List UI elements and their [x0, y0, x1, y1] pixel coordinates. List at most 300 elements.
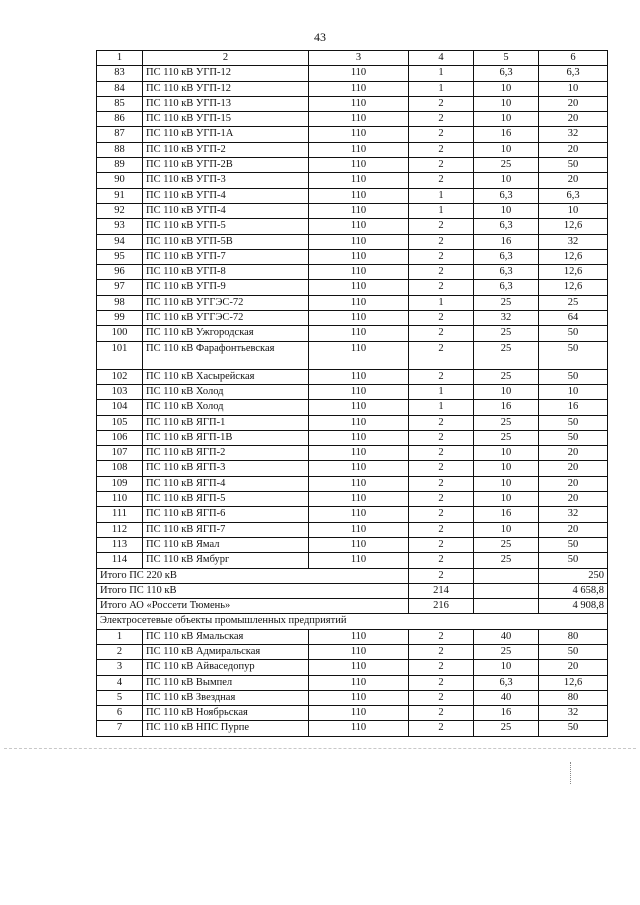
cell-name: ПС 110 кВ Ямальская	[143, 629, 309, 644]
cell-index: 93	[97, 219, 143, 234]
table-row	[97, 66, 608, 81]
table-row	[97, 629, 608, 644]
cell-total-capacity: 50	[539, 537, 608, 552]
cell-unit-capacity: 25	[474, 537, 539, 552]
cell-count: 1	[409, 66, 474, 81]
cell-voltage: 110	[309, 369, 409, 384]
cell-unit-capacity: 16	[474, 706, 539, 721]
section-title-row	[97, 614, 608, 629]
cell-index: 101	[97, 341, 143, 369]
cell-count: 2	[409, 522, 474, 537]
cell-name: ПС 110 кВ УГП-4	[143, 203, 309, 218]
cell-total-capacity: 20	[539, 173, 608, 188]
cell-name: ПС 110 кВ ЯГП-3	[143, 461, 309, 476]
cell-voltage: 110	[309, 476, 409, 491]
cell-voltage: 110	[309, 158, 409, 173]
cell-index: 92	[97, 203, 143, 218]
table-row	[97, 295, 608, 310]
cell-total-capacity: 50	[539, 369, 608, 384]
cell-count: 2	[409, 721, 474, 736]
cell-name: ПС 110 кВ ЯГП-7	[143, 522, 309, 537]
cell-total-capacity: 12,6	[539, 675, 608, 690]
table-row	[97, 112, 608, 127]
cell-unit-capacity: 25	[474, 415, 539, 430]
cell-name: ПС 110 кВ УГП-2	[143, 142, 309, 157]
cell-name: ПС 110 кВ Ноябрьская	[143, 706, 309, 721]
cell-total-capacity: 10	[539, 81, 608, 96]
table-row	[97, 234, 608, 249]
cell-unit-capacity: 25	[474, 430, 539, 445]
table-row	[97, 249, 608, 264]
cell-name: ПС 110 кВ НПС Пурпе	[143, 721, 309, 736]
cell-voltage: 110	[309, 234, 409, 249]
cell-index: 98	[97, 295, 143, 310]
cell-count: 2	[409, 553, 474, 568]
cell-unit-capacity: 10	[474, 203, 539, 218]
cell-index: 96	[97, 265, 143, 280]
table-row	[97, 492, 608, 507]
cell-unit-capacity: 25	[474, 326, 539, 341]
table-row	[97, 265, 608, 280]
cell-total-capacity: 16	[539, 400, 608, 415]
cell-index: 103	[97, 384, 143, 399]
totals-label: Итого ПС 110 кВ	[97, 583, 409, 598]
cell-total-capacity: 80	[539, 629, 608, 644]
cell-count: 2	[409, 430, 474, 445]
totals-count: 2	[409, 568, 474, 583]
cell-count: 1	[409, 188, 474, 203]
column-header: 6	[539, 51, 608, 66]
cell-total-capacity: 6,3	[539, 188, 608, 203]
cell-total-capacity: 80	[539, 690, 608, 705]
totals-capacity: 250	[539, 568, 608, 583]
table-row	[97, 142, 608, 157]
table-row	[97, 430, 608, 445]
totals-label: Итого АО «Россети Тюмень»	[97, 599, 409, 614]
cell-voltage: 110	[309, 311, 409, 326]
cell-name: ПС 110 кВ Ужгородская	[143, 326, 309, 341]
cell-voltage: 110	[309, 173, 409, 188]
table-row	[97, 400, 608, 415]
totals-blank	[474, 568, 539, 583]
cell-total-capacity: 6,3	[539, 66, 608, 81]
table-row	[97, 461, 608, 476]
cell-count: 2	[409, 173, 474, 188]
table-row	[97, 553, 608, 568]
cell-name: ПС 110 кВ ЯГП-1	[143, 415, 309, 430]
table-row	[97, 188, 608, 203]
cell-unit-capacity: 25	[474, 295, 539, 310]
table-row	[97, 127, 608, 142]
table-row	[97, 384, 608, 399]
cell-index: 3	[97, 660, 143, 675]
cell-index: 109	[97, 476, 143, 491]
table-row	[97, 81, 608, 96]
cell-count: 2	[409, 249, 474, 264]
cell-total-capacity: 12,6	[539, 219, 608, 234]
cell-unit-capacity: 10	[474, 476, 539, 491]
cell-count: 2	[409, 706, 474, 721]
cell-voltage: 110	[309, 690, 409, 705]
scan-mark	[570, 762, 573, 784]
cell-index: 108	[97, 461, 143, 476]
cell-count: 2	[409, 461, 474, 476]
cell-unit-capacity: 32	[474, 311, 539, 326]
cell-name: ПС 110 кВ Звездная	[143, 690, 309, 705]
table-row	[97, 476, 608, 491]
table-row	[97, 203, 608, 218]
cell-unit-capacity: 10	[474, 492, 539, 507]
cell-total-capacity: 12,6	[539, 280, 608, 295]
table-row	[97, 446, 608, 461]
cell-voltage: 110	[309, 142, 409, 157]
cell-name: ПС 110 кВ УГП-12	[143, 66, 309, 81]
cell-unit-capacity: 10	[474, 660, 539, 675]
cell-count: 1	[409, 203, 474, 218]
cell-voltage: 110	[309, 644, 409, 659]
cell-count: 2	[409, 326, 474, 341]
cell-name: ПС 110 кВ Холод	[143, 384, 309, 399]
cell-unit-capacity: 10	[474, 142, 539, 157]
cell-unit-capacity: 10	[474, 384, 539, 399]
cell-voltage: 110	[309, 112, 409, 127]
cell-voltage: 110	[309, 326, 409, 341]
totals-count: 216	[409, 599, 474, 614]
cell-count: 2	[409, 537, 474, 552]
table-row	[97, 311, 608, 326]
page-number: 43	[314, 30, 326, 44]
cell-voltage: 110	[309, 96, 409, 111]
table-row	[97, 369, 608, 384]
cell-unit-capacity: 6,3	[474, 249, 539, 264]
cell-index: 113	[97, 537, 143, 552]
cell-total-capacity: 32	[539, 127, 608, 142]
cell-voltage: 110	[309, 629, 409, 644]
cell-name: ПС 110 кВ УГГЭС-72	[143, 295, 309, 310]
cell-total-capacity: 50	[539, 341, 608, 369]
cell-unit-capacity: 25	[474, 369, 539, 384]
cell-index: 86	[97, 112, 143, 127]
cell-index: 111	[97, 507, 143, 522]
cell-count: 2	[409, 112, 474, 127]
column-header: 1	[97, 51, 143, 66]
cell-total-capacity: 12,6	[539, 265, 608, 280]
table-row	[97, 96, 608, 111]
cell-total-capacity: 20	[539, 660, 608, 675]
cell-name: ПС 110 кВ Холод	[143, 400, 309, 415]
totals-blank	[474, 583, 539, 598]
cell-index: 91	[97, 188, 143, 203]
cell-total-capacity: 20	[539, 461, 608, 476]
cell-count: 2	[409, 629, 474, 644]
cell-unit-capacity: 10	[474, 461, 539, 476]
table-row	[97, 690, 608, 705]
cell-total-capacity: 10	[539, 203, 608, 218]
totals-row	[97, 568, 608, 583]
cell-voltage: 110	[309, 415, 409, 430]
cell-count: 2	[409, 158, 474, 173]
cell-voltage: 110	[309, 660, 409, 675]
table-row	[97, 537, 608, 552]
cell-index: 102	[97, 369, 143, 384]
cell-index: 1	[97, 629, 143, 644]
cell-index: 89	[97, 158, 143, 173]
cell-voltage: 110	[309, 341, 409, 369]
cell-count: 2	[409, 311, 474, 326]
table-row	[97, 507, 608, 522]
cell-total-capacity: 20	[539, 476, 608, 491]
cell-name: ПС 110 кВ УГП-1А	[143, 127, 309, 142]
cell-count: 2	[409, 219, 474, 234]
cell-unit-capacity: 40	[474, 690, 539, 705]
totals-count: 214	[409, 583, 474, 598]
substations-table	[96, 50, 608, 737]
column-header: 5	[474, 51, 539, 66]
cell-total-capacity: 20	[539, 96, 608, 111]
cell-voltage: 110	[309, 188, 409, 203]
cell-count: 1	[409, 295, 474, 310]
cell-voltage: 110	[309, 203, 409, 218]
page-divider	[4, 748, 636, 749]
cell-unit-capacity: 6,3	[474, 188, 539, 203]
cell-unit-capacity: 6,3	[474, 265, 539, 280]
cell-unit-capacity: 6,3	[474, 280, 539, 295]
cell-name: ПС 110 кВ УГГЭС-72	[143, 311, 309, 326]
cell-name: ПС 110 кВ Адмиральская	[143, 644, 309, 659]
cell-unit-capacity: 40	[474, 629, 539, 644]
cell-total-capacity: 32	[539, 507, 608, 522]
cell-total-capacity: 50	[539, 721, 608, 736]
cell-name: ПС 110 кВ УГП-5В	[143, 234, 309, 249]
totals-capacity: 4 908,8	[539, 599, 608, 614]
cell-index: 6	[97, 706, 143, 721]
cell-voltage: 110	[309, 537, 409, 552]
cell-total-capacity: 64	[539, 311, 608, 326]
cell-unit-capacity: 6,3	[474, 219, 539, 234]
totals-label: Итого ПС 220 кВ	[97, 568, 409, 583]
section-title: Электросетевые объекты промышленных предприятий	[97, 614, 608, 629]
cell-unit-capacity: 25	[474, 341, 539, 369]
cell-voltage: 110	[309, 507, 409, 522]
cell-voltage: 110	[309, 721, 409, 736]
cell-name: ПС 110 кВ УГП-12	[143, 81, 309, 96]
cell-count: 2	[409, 476, 474, 491]
cell-count: 1	[409, 400, 474, 415]
cell-count: 2	[409, 415, 474, 430]
cell-name: ПС 110 кВ УГП-4	[143, 188, 309, 203]
cell-index: 87	[97, 127, 143, 142]
cell-index: 88	[97, 142, 143, 157]
cell-voltage: 110	[309, 446, 409, 461]
cell-voltage: 110	[309, 81, 409, 96]
cell-unit-capacity: 10	[474, 173, 539, 188]
table-row	[97, 173, 608, 188]
cell-index: 105	[97, 415, 143, 430]
table-row	[97, 326, 608, 341]
cell-name: ПС 110 кВ Ямал	[143, 537, 309, 552]
cell-name: ПС 110 кВ ЯГП-6	[143, 507, 309, 522]
cell-count: 2	[409, 127, 474, 142]
totals-blank	[474, 599, 539, 614]
cell-name: ПС 110 кВ Айваседопур	[143, 660, 309, 675]
cell-unit-capacity: 10	[474, 96, 539, 111]
cell-index: 104	[97, 400, 143, 415]
cell-index: 114	[97, 553, 143, 568]
cell-voltage: 110	[309, 675, 409, 690]
cell-index: 107	[97, 446, 143, 461]
cell-total-capacity: 20	[539, 142, 608, 157]
cell-count: 2	[409, 234, 474, 249]
cell-index: 90	[97, 173, 143, 188]
cell-index: 83	[97, 66, 143, 81]
cell-unit-capacity: 10	[474, 81, 539, 96]
cell-total-capacity: 12,6	[539, 249, 608, 264]
totals-row	[97, 583, 608, 598]
cell-total-capacity: 20	[539, 112, 608, 127]
cell-name: ПС 110 кВ УГП-5	[143, 219, 309, 234]
cell-count: 1	[409, 384, 474, 399]
column-header: 2	[143, 51, 309, 66]
cell-index: 97	[97, 280, 143, 295]
cell-total-capacity: 50	[539, 326, 608, 341]
cell-name: ПС 110 кВ ЯГП-5	[143, 492, 309, 507]
cell-index: 95	[97, 249, 143, 264]
cell-name: ПС 110 кВ УГП-7	[143, 249, 309, 264]
cell-voltage: 110	[309, 430, 409, 445]
cell-count: 2	[409, 341, 474, 369]
cell-voltage: 110	[309, 219, 409, 234]
table-row	[97, 341, 608, 369]
totals-capacity: 4 658,8	[539, 583, 608, 598]
cell-voltage: 110	[309, 295, 409, 310]
cell-count: 2	[409, 492, 474, 507]
cell-count: 2	[409, 280, 474, 295]
cell-name: ПС 110 кВ УГП-3	[143, 173, 309, 188]
cell-count: 2	[409, 142, 474, 157]
cell-name: ПС 110 кВ Фарафонтьевская	[143, 341, 309, 369]
cell-voltage: 110	[309, 400, 409, 415]
table-row	[97, 415, 608, 430]
cell-voltage: 110	[309, 553, 409, 568]
cell-voltage: 110	[309, 461, 409, 476]
cell-count: 2	[409, 446, 474, 461]
cell-index: 7	[97, 721, 143, 736]
table-row	[97, 706, 608, 721]
cell-index: 2	[97, 644, 143, 659]
cell-voltage: 110	[309, 127, 409, 142]
cell-count: 2	[409, 644, 474, 659]
table-row	[97, 675, 608, 690]
cell-count: 2	[409, 690, 474, 705]
cell-name: ПС 110 кВ ЯГП-1В	[143, 430, 309, 445]
cell-total-capacity: 50	[539, 430, 608, 445]
cell-total-capacity: 50	[539, 158, 608, 173]
cell-count: 2	[409, 96, 474, 111]
table-row	[97, 522, 608, 537]
cell-count: 2	[409, 507, 474, 522]
cell-name: ПС 110 кВ ЯГП-4	[143, 476, 309, 491]
cell-unit-capacity: 10	[474, 446, 539, 461]
cell-index: 5	[97, 690, 143, 705]
table-row	[97, 158, 608, 173]
cell-voltage: 110	[309, 280, 409, 295]
cell-index: 94	[97, 234, 143, 249]
cell-total-capacity: 50	[539, 553, 608, 568]
cell-name: ПС 110 кВ УГП-9	[143, 280, 309, 295]
cell-name: ПС 110 кВ Хасырейская	[143, 369, 309, 384]
cell-index: 4	[97, 675, 143, 690]
cell-name: ПС 110 кВ УГП-2В	[143, 158, 309, 173]
cell-voltage: 110	[309, 66, 409, 81]
table-header-row	[97, 51, 608, 66]
cell-index: 85	[97, 96, 143, 111]
cell-unit-capacity: 25	[474, 553, 539, 568]
cell-unit-capacity: 16	[474, 507, 539, 522]
cell-count: 2	[409, 660, 474, 675]
cell-name: ПС 110 кВ ЯГП-2	[143, 446, 309, 461]
cell-voltage: 110	[309, 706, 409, 721]
cell-total-capacity: 10	[539, 384, 608, 399]
cell-total-capacity: 20	[539, 492, 608, 507]
column-header: 3	[309, 51, 409, 66]
cell-name: ПС 110 кВ Ямбург	[143, 553, 309, 568]
cell-voltage: 110	[309, 384, 409, 399]
cell-index: 84	[97, 81, 143, 96]
cell-total-capacity: 50	[539, 415, 608, 430]
cell-total-capacity: 20	[539, 446, 608, 461]
cell-index: 112	[97, 522, 143, 537]
cell-unit-capacity: 6,3	[474, 66, 539, 81]
cell-total-capacity: 25	[539, 295, 608, 310]
cell-voltage: 110	[309, 265, 409, 280]
cell-unit-capacity: 25	[474, 721, 539, 736]
cell-voltage: 110	[309, 492, 409, 507]
totals-row	[97, 599, 608, 614]
cell-unit-capacity: 25	[474, 644, 539, 659]
cell-index: 106	[97, 430, 143, 445]
cell-total-capacity: 32	[539, 706, 608, 721]
table-row	[97, 219, 608, 234]
cell-unit-capacity: 10	[474, 522, 539, 537]
cell-name: ПС 110 кВ УГП-15	[143, 112, 309, 127]
cell-unit-capacity: 16	[474, 127, 539, 142]
table-row	[97, 280, 608, 295]
cell-name: ПС 110 кВ УГП-8	[143, 265, 309, 280]
cell-index: 110	[97, 492, 143, 507]
cell-name: ПС 110 кВ УГП-13	[143, 96, 309, 111]
cell-unit-capacity: 6,3	[474, 675, 539, 690]
table-row	[97, 644, 608, 659]
cell-unit-capacity: 16	[474, 234, 539, 249]
cell-voltage: 110	[309, 249, 409, 264]
cell-voltage: 110	[309, 522, 409, 537]
cell-index: 99	[97, 311, 143, 326]
cell-total-capacity: 50	[539, 644, 608, 659]
cell-count: 2	[409, 369, 474, 384]
cell-index: 100	[97, 326, 143, 341]
cell-total-capacity: 20	[539, 522, 608, 537]
cell-count: 2	[409, 675, 474, 690]
table-row	[97, 660, 608, 675]
column-header: 4	[409, 51, 474, 66]
table-row	[97, 721, 608, 736]
cell-total-capacity: 32	[539, 234, 608, 249]
cell-name: ПС 110 кВ Вымпел	[143, 675, 309, 690]
cell-unit-capacity: 16	[474, 400, 539, 415]
cell-unit-capacity: 25	[474, 158, 539, 173]
cell-count: 1	[409, 81, 474, 96]
cell-unit-capacity: 10	[474, 112, 539, 127]
